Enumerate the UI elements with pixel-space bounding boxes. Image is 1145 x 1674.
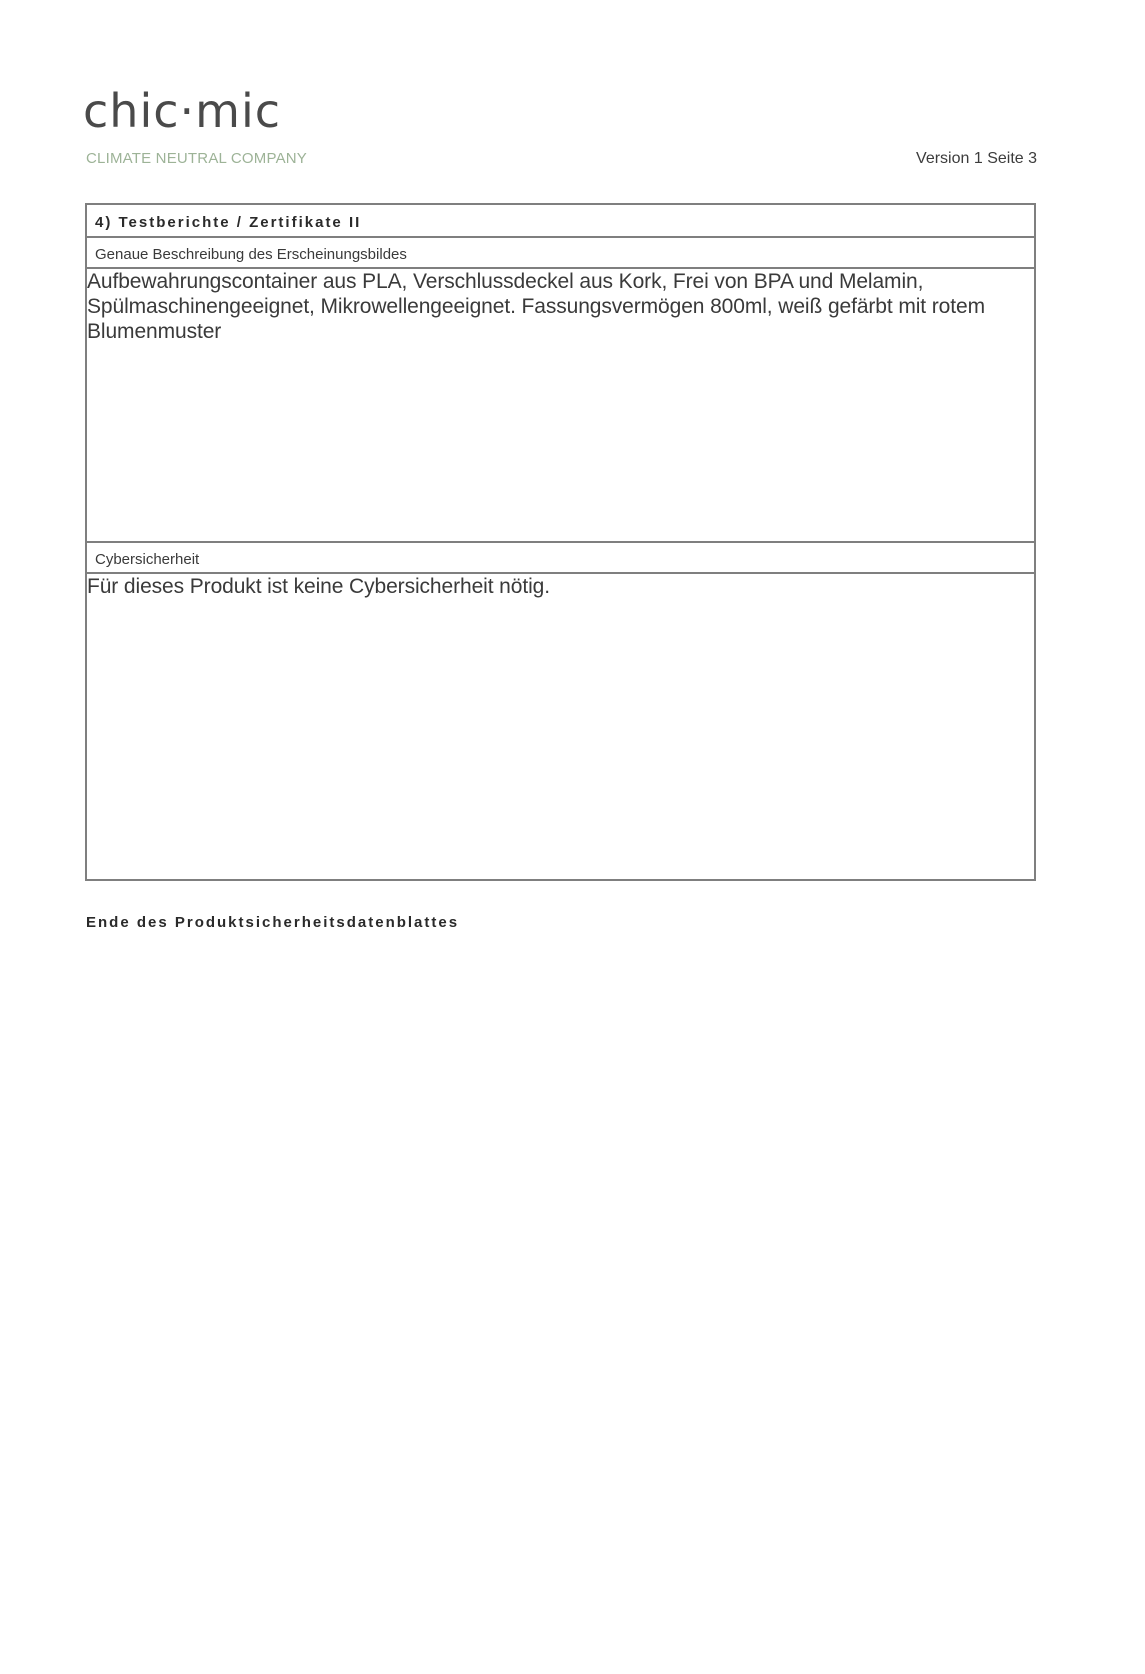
field-label-appearance: Genaue Beschreibung des Erscheinungsbildes: [87, 238, 1034, 269]
version-page-info: Version 1 Seite 3: [916, 150, 1037, 167]
field-label-cybersecurity: Cybersicherheit: [87, 543, 1034, 574]
data-sheet-table: [85, 203, 1036, 881]
section-title: 4) Testberichte / Zertifikate II: [87, 205, 1034, 238]
end-of-sheet-note: Ende des Produktsicherheitsdatenblattes: [86, 914, 460, 931]
company-tagline: CLIMATE NEUTRAL COMPANY: [86, 150, 308, 167]
field-value-appearance: Aufbewahrungscontainer aus PLA, Verschlussdeckel aus Kork, Frei von BPA und Melamin, Spülmaschinengeeignet, Mikrowellengeeignet. Fassungsvermögen 800ml, weiß gefärbt mit rotem Blumenmuster: [87, 269, 1034, 543]
field-value-cybersecurity: Für dieses Produkt ist keine Cybersicherheit nötig.: [87, 575, 550, 598]
company-logo: chic·mic: [83, 84, 282, 138]
